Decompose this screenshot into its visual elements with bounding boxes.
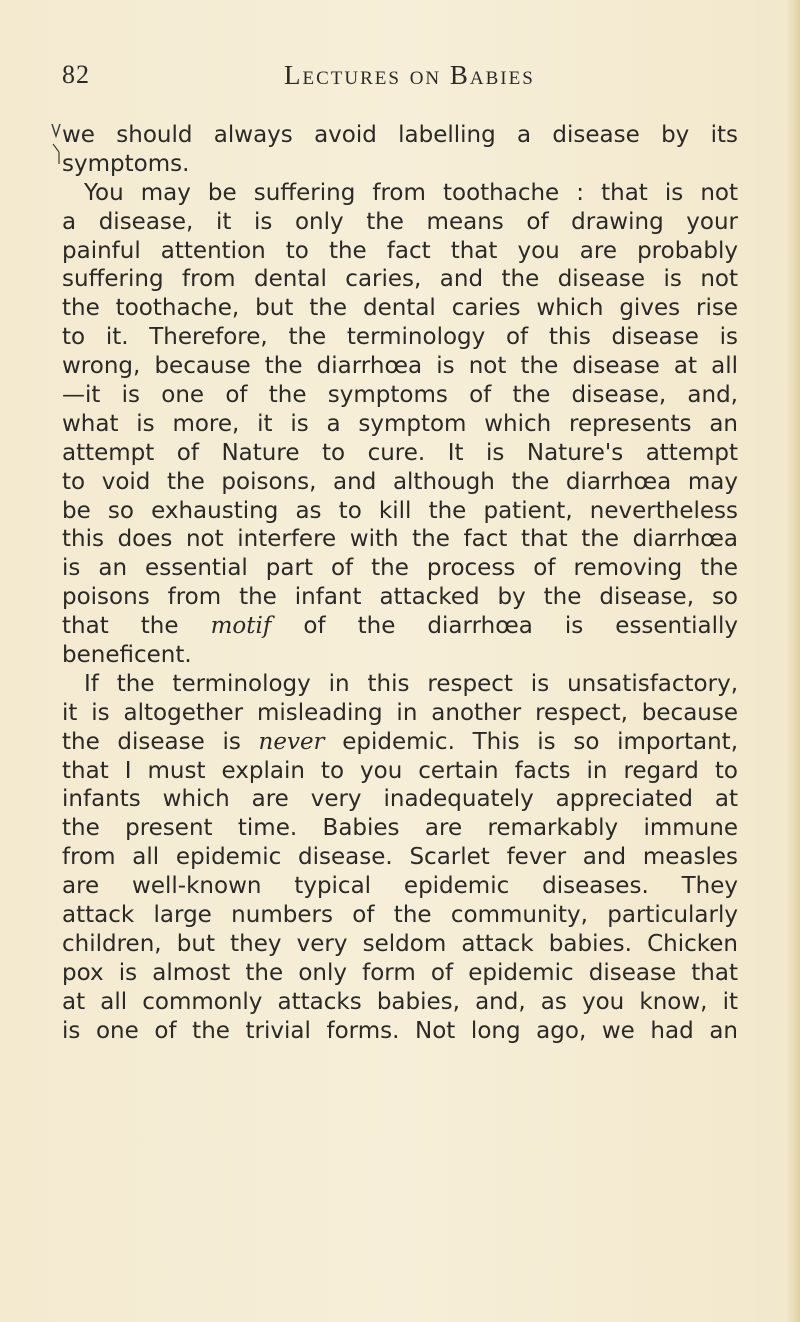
text-line: beneficent. — [62, 642, 192, 669]
text-line: attack large numbers of the community, particularly — [62, 902, 738, 929]
text-line: attempt of Nature to cure. It is Nature's attempt — [62, 439, 738, 466]
page-number: 82 — [62, 60, 90, 89]
text-line: suffering from dental caries, and the disease is not — [62, 266, 738, 293]
text-line: poisons from the infant attacked by the disease, so — [62, 584, 738, 611]
text-line: pox is almost the only form of epidemic disease that — [62, 959, 738, 986]
page-edge-shadow — [786, 0, 800, 1322]
text-line: be so exhausting as to kill the patient, nevertheless — [62, 497, 738, 524]
text-line: You may be suffering from toothache : that is not — [84, 179, 738, 206]
text-line: it is altogether misleading in another respect, because — [62, 699, 738, 726]
text-line-with-italic — [62, 728, 738, 757]
text-line: wrong, because the diarrhœa is not the disease at all — [62, 353, 738, 380]
running-title: Lectures on Babies — [284, 60, 535, 90]
text-run: epidemic. — [342, 728, 455, 755]
text-run: the disease is — [62, 728, 241, 755]
text-line: is an essential part of the process of removing the — [62, 555, 738, 582]
text-line: infants which are very inadequately appreciated at — [62, 786, 738, 813]
text-run: This is so important, — [472, 728, 739, 755]
running-header — [62, 60, 682, 100]
text-run: of the diarrhœa is essentially — [303, 613, 739, 640]
text-line: what is more, it is a symptom which represents an — [62, 410, 738, 437]
text-line: —it is one of the symptoms of the disease, and, — [62, 382, 738, 409]
text-line: to it. Therefore, the terminology of this disease is — [62, 324, 738, 351]
text-line: this does not interfere with the fact that the diarrhœa — [62, 526, 738, 553]
italic-word: motif — [210, 613, 272, 640]
text-line: children, but they very seldom attack babies. Chicken — [62, 930, 738, 957]
text-line: at all commonly attacks babies, and, as you know, it — [62, 988, 738, 1015]
text-line: the present time. Babies are remarkably immune — [62, 815, 738, 842]
text-line: are well-known typical epidemic diseases. They — [62, 873, 738, 900]
text-line: painful attention to the fact that you are probably — [62, 237, 738, 264]
text-run: that the — [62, 613, 179, 640]
text-line: the toothache, but the dental caries which gives rise — [62, 295, 738, 322]
text-line: to void the poisons, and although the diarrhœa may — [62, 468, 738, 495]
text-line: that I must explain to you certain facts in regard to — [62, 757, 738, 784]
text-line: from all epidemic disease. Scarlet fever and measles — [62, 844, 738, 871]
text-line: If the terminology in this respect is unsatisfactory, — [84, 670, 738, 697]
text-line: we should always avoid labelling a disease by its — [62, 122, 738, 148]
text-line: a disease, it is only the means of drawing your — [62, 208, 738, 235]
text-line: is one of the trivial forms. Not long ago, we had an — [62, 1017, 738, 1044]
text-line-with-italic — [62, 612, 738, 641]
italic-word: never — [258, 728, 325, 755]
text-line: symptoms. — [62, 150, 190, 177]
body-text — [62, 121, 738, 1046]
margin-pencil-mark — [50, 122, 62, 172]
